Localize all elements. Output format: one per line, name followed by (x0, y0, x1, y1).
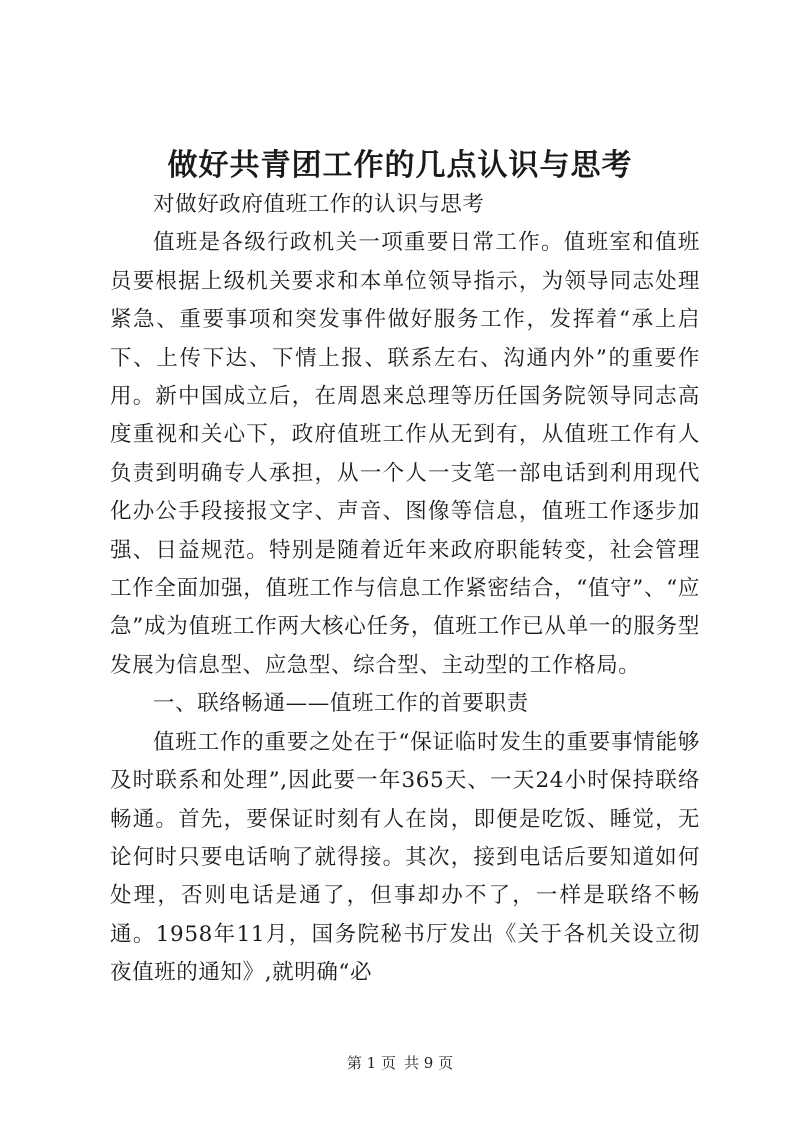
section-heading: 一、联络畅通——值班工作的首要职责 (153, 691, 529, 717)
page-number: 第 1 页 (346, 1054, 396, 1072)
body-paragraph: 值班工作的重要之处在于“保证临时发生的重要事情能够及时联系和处理”,因此要一年365天、一天24小时保持联络畅通。首先，要保证时刻有人在岗，即便是吃饭、睡觉，无论何时只要电话响了就得接。其次，接到电话后要知道如何处理，否则电话是通了，但事却办不了，一样是联络不畅通。1958年11月，国务院秘书厅发出《关于各机关设立彻夜值班的通知》,就明确“必 (110, 729, 700, 986)
document-body (110, 186, 700, 993)
body-paragraph: 值班是各级行政机关一项重要日常工作。值班室和值班员要根据上级机关要求和本单位领导指示，为领导同志处理紧急、重要事项和突发事件做好服务工作，发挥着“承上启下、上传下达、下情上报、联系左右、沟通内外”的重要作用。新中国成立后，在周恩来总理等历任国务院领导同志高度重视和关心下，政府值班工作从无到有，从值班工作有人负责到明确专人承担，从一个人一支笔一部电话到利用现代化办公手段接报文字、声音、图像等信息，值班工作逐步加强、日益规范。特别是随着近年来政府职能转变，社会管理工作全面加强，值班工作与信息工作紧密结合，“值守”、“应急”成为值班工作两大核心任务，值班工作已从单一的服务型发展为信息型、应急型、综合型、主动型的工作格局。 (110, 230, 700, 678)
subtitle-paragraph: 对做好政府值班工作的认识与思考 (153, 192, 485, 217)
page-footer (0, 1052, 800, 1073)
document-title: 做好共青团工作的几点认识与思考 (167, 148, 633, 183)
page-total: 共 9 页 (404, 1054, 454, 1072)
